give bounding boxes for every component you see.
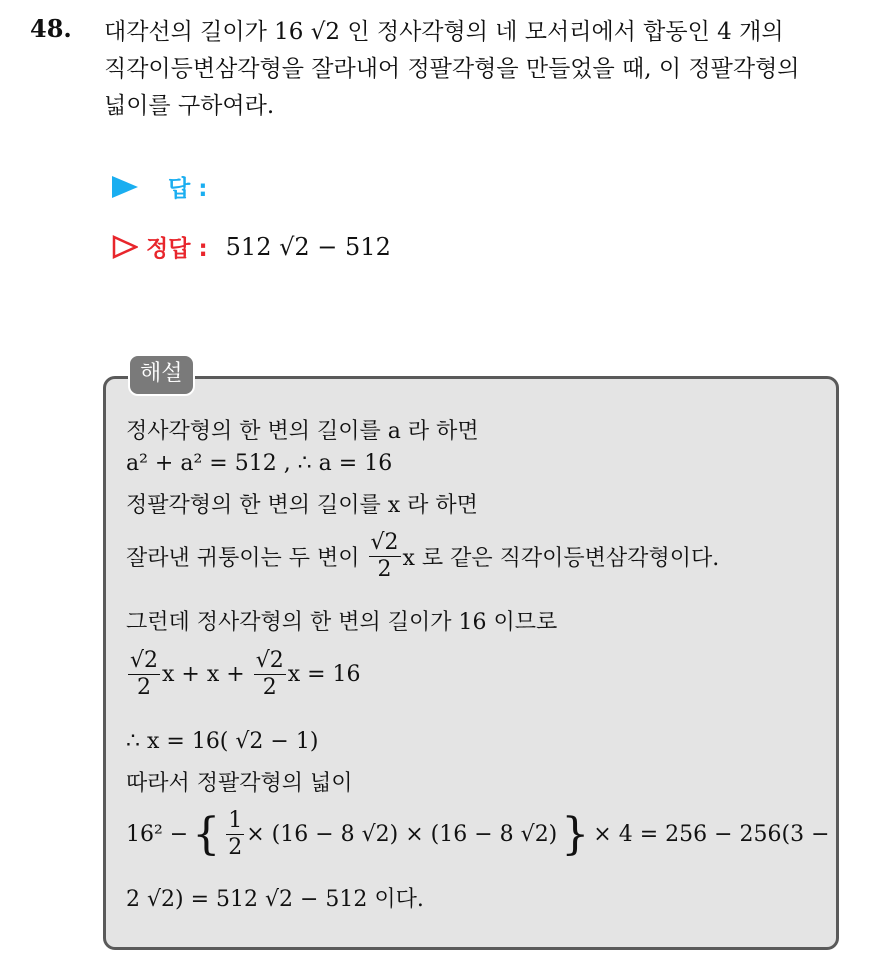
right-brace: } — [561, 808, 590, 860]
solution-line-4 — [126, 530, 719, 583]
solution-line-9-start: 16² − — [126, 822, 189, 847]
solution-line-6 — [126, 648, 361, 701]
solution-line-4-end: x 로 같은 직각이등변삼각형이다. — [402, 546, 720, 571]
solution-line-9-end: × 4 = 256 − 256(3 − — [593, 822, 830, 847]
solution-line-4-start: 잘라낸 귀퉁이는 두 변이 — [126, 546, 360, 571]
correct-answer-row — [112, 230, 391, 263]
fraction-sqrt2-over-2 — [254, 648, 286, 701]
question-number: 48. — [30, 14, 72, 43]
solution-line-5: 그런데 정사각형의 한 변의 길이가 16 이므로 — [126, 610, 558, 635]
solution-line-6-mid: x + x + — [162, 662, 245, 687]
answer-row — [112, 170, 207, 203]
fraction-denominator: 2 — [377, 557, 392, 582]
fraction-numerator: 1 — [228, 808, 243, 833]
solution-line-7: ∴ x = 16( √2 − 1) — [126, 729, 319, 754]
question-line-3: 넓이를 구하여라. — [104, 93, 275, 119]
fraction-numerator: √2 — [255, 648, 284, 673]
solution-line-2: a² + a² = 512 , ∴ a = 16 — [126, 451, 393, 476]
correct-answer-label: 정답 : — [146, 236, 208, 262]
fraction-denominator: 2 — [137, 675, 151, 700]
solution-line-1: 정사각형의 한 변의 길이를 a 라 하면 — [126, 419, 479, 444]
solution-tag: 해설 — [128, 354, 195, 396]
solution-line-9-mid: × (16 − 8 √2) × (16 − 8 √2) — [246, 822, 558, 847]
solution-line-8: 따라서 정팔각형의 넓이 — [126, 771, 353, 796]
question-text — [104, 14, 874, 125]
solution-line-9 — [126, 808, 830, 861]
fraction-sqrt2-over-2 — [369, 530, 401, 583]
fraction-numerator: √2 — [370, 530, 399, 555]
question-line-1: 대각선의 길이가 16 √2 인 정사각형의 네 모서리에서 합동인 4 개의 — [104, 19, 784, 45]
solution-line-6-end: x = 16 — [287, 662, 361, 687]
solution-line-3: 정팔각형의 한 변의 길이를 x 라 하면 — [126, 493, 478, 518]
fraction-denominator: 2 — [228, 835, 243, 860]
fraction-sqrt2-over-2 — [128, 648, 160, 701]
question-line-2: 직각이등변삼각형을 잘라내어 정팔각형을 만들었을 때, 이 정팔각형의 — [104, 56, 800, 82]
solution-line-10: 2 √2) = 512 √2 − 512 이다. — [126, 887, 424, 912]
answer-label: 답 : — [168, 176, 208, 202]
correct-answer-value: 512 √2 − 512 — [225, 232, 391, 261]
left-brace: { — [192, 808, 221, 860]
play-triangle-icon — [112, 176, 138, 198]
fraction-denominator: 2 — [262, 675, 277, 700]
fraction-one-half — [226, 808, 244, 861]
fraction-numerator: √2 — [130, 648, 159, 673]
outline-triangle-icon — [112, 235, 138, 259]
